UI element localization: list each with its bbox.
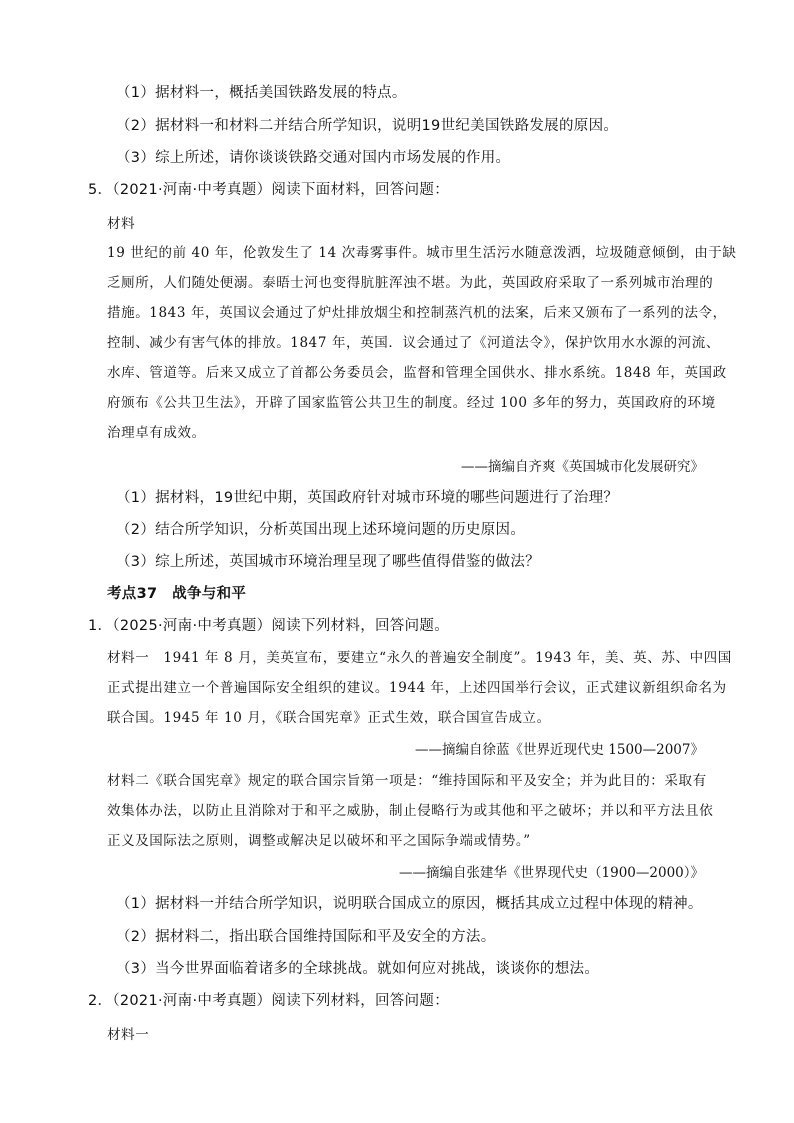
q1-stem: 1．（2025·河南·中考真题）阅读下列材料，回答问题。 [88,618,449,634]
question-3: （3）综上所述，请你谈谈铁路交通对国内市场发展的作用。 [116,150,511,166]
q1-material1-line: 材料一 1941 年 8 月，美英宣布，要建立“永久的普遍安全制度”。1943 年，美、英、苏、中四国 [107,650,732,666]
q1-question-1: （1）据材料一并结合所学知识，说明联合国成立的原因，概括其成立过程中体现的精神。 [116,896,703,912]
q5-material-line: 控制、减少有害气体的排放。1847 年，英国．议会通过了《河道法令》，保护饮用水水源的河流、 [107,335,720,351]
q1-material2-line: 材料二《联合国宪章》规定的联合国宗旨第一项是：“维持国际和平及安全；并为此目的：采取有 [107,773,707,789]
q5-material-line: 府颁布《公共卫生法》，开辟了国家监管公共卫生的制度。经过 100 多年的努力，英国政府的环境 [107,395,716,411]
topic-heading: 考点37 战争与和平 [107,586,247,602]
q5-material-line: 19 世纪的前 40 年，伦敦发生了 14 次毒雾事件。城市里生活污水随意泼洒，垃圾随意倾倒，由于缺 [107,245,737,261]
q5-material-line: 措施。1843 年，英国议会通过了炉灶排放烟尘和控制蒸汽机的法案，后来又颁布了一系列的法令， [107,305,727,321]
q1-material1-line: 联合国。1945 年 10 月，《联合国宪章》正式生效，联合国宣告成立。 [107,710,551,726]
q5-material-line: 乏厕所，人们随处便溺。泰晤士河也变得肮脏浑浊不堪。为此，英国政府采取了一系列城市治理的 [107,275,714,291]
q5-stem: 5．（2021·河南·中考真题）阅读下面材料，回答问题： [88,182,449,198]
q1-question-2: （2）据材料二，指出联合国维持国际和平及安全的方法。 [116,929,496,945]
q5-source: ——摘编自齐爽《英国城市化发展研究》 [461,459,704,475]
q5-question-1: （1）据材料，19世纪中期，英国政府针对城市环境的哪些问题进行了治理？ [116,490,619,506]
q2-stem: 2．（2021·河南·中考真题）阅读下列材料，回答问题： [88,993,449,1009]
q5-material-title: 材料 [107,216,136,232]
q5-material-line: 水库、管道等。后来又成立了首都公务委员会，监督和管理全国供水、排水系统。1848 年，英国政 [107,365,727,381]
q1-question-3: （3）当今世界面临着诸多的全球挑战。就如何应对挑战，谈谈你的想法。 [116,961,600,977]
q1-material1-line: 正式提出建立一个普遍国际安全组织的建议。1944 年，上述四国举行会议，正式建议新组织命名为 [107,680,727,696]
q1-source2: ——摘编自张建华《世界现代史（1900—2000）》 [399,865,704,881]
question-2: （2）据材料一和材料二并结合所学知识，说明19世纪美国铁路发展的原因。 [116,118,619,134]
q2-material-title: 材料一 [107,1027,150,1043]
q1-source1: ——摘编自徐蓝《世界近现代史 1500—2007》 [414,742,704,758]
q1-material2-line: 正义及国际法之原则，调整或解决足以破坏和平之国际争端或情势。” [107,833,531,849]
q5-question-3: （3）综上所述，英国城市环境治理呈现了哪些值得借鉴的做法？ [116,554,540,570]
question-1: （1）据材料一，概括美国铁路发展的特点。 [116,85,407,101]
q1-material2-line: 效集体办法，以防止且消除对于和平之威胁，制止侵略行为或其他和平之破坏；并以和平方法且依 [107,803,714,819]
q5-question-2: （2）结合所学知识，分析英国出现上述环境问题的历史原因。 [116,522,526,538]
q5-material-line: 治理卓有成效。 [107,425,206,441]
